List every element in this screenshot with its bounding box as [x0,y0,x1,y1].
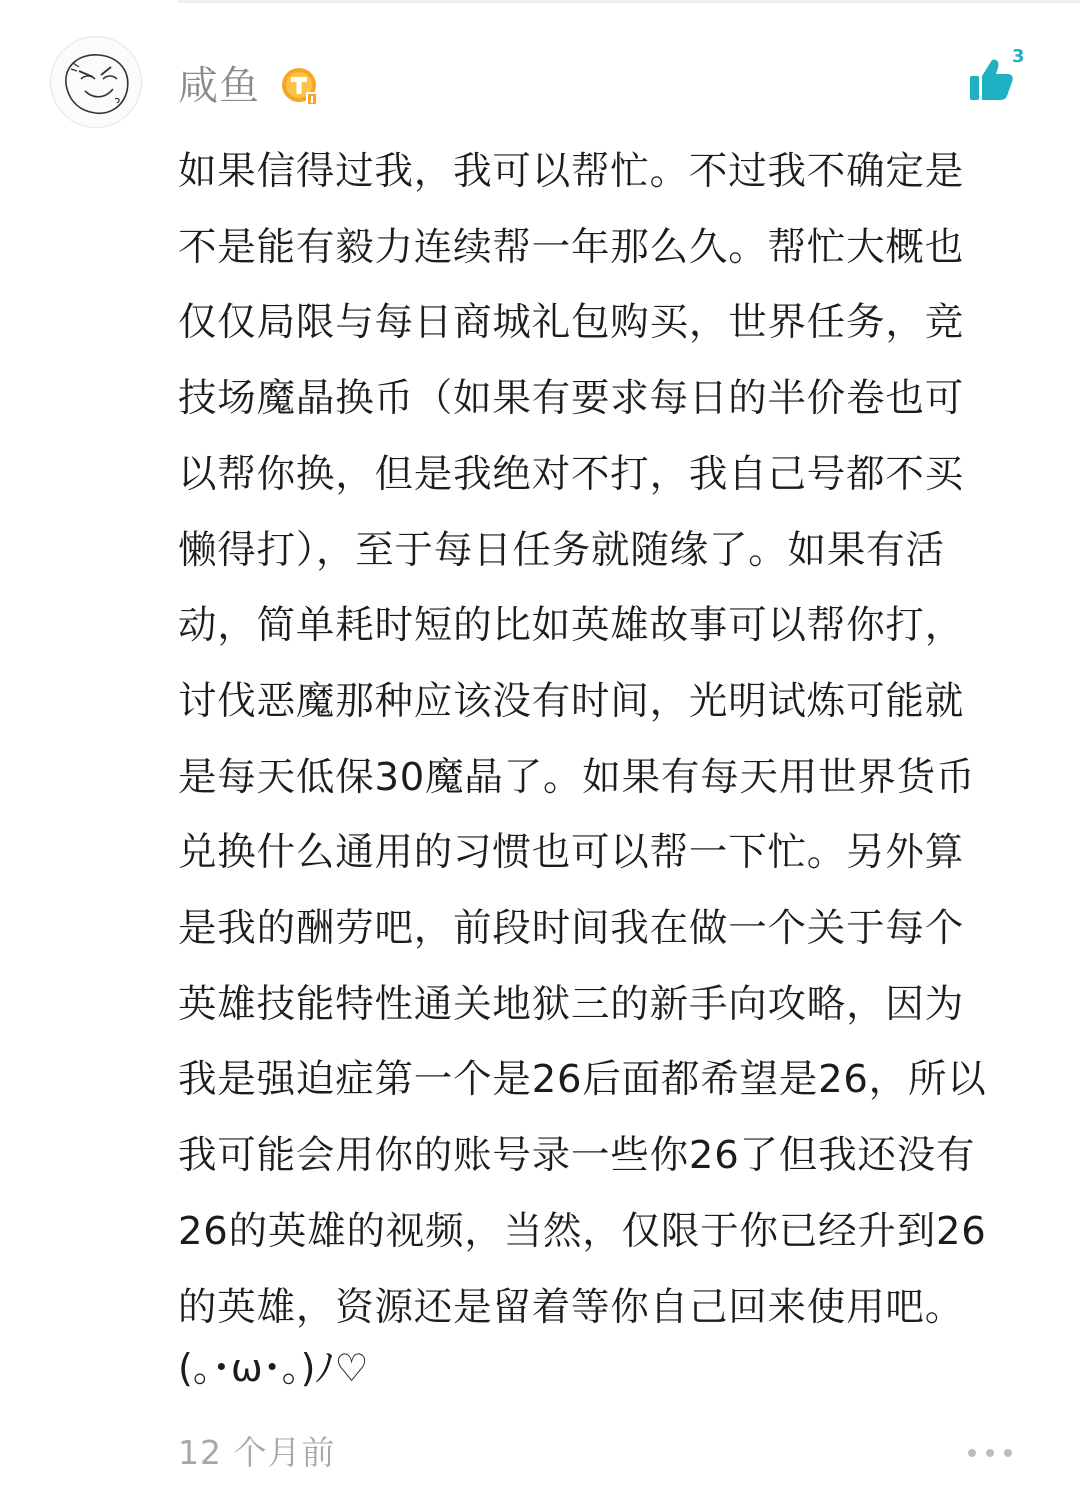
smiley-face-icon [51,37,142,128]
comment-kaomoji: (｡･ω･｡)ﾉ♡ [178,1346,369,1390]
divider [178,0,1080,3]
thumbs-up-icon [966,56,1014,104]
level-badge-icon [280,66,322,108]
like-button[interactable] [962,44,1042,110]
like-count: 3 [1012,46,1025,67]
more-dots-icon [986,1449,994,1457]
more-dots-icon [1004,1449,1012,1457]
comment-timestamp: 12 个月前 [178,1433,336,1472]
username[interactable]: 咸鱼 [178,63,260,109]
more-options-button[interactable] [968,1438,1012,1468]
user-avatar[interactable] [50,36,142,128]
more-dots-icon [968,1449,976,1457]
comment-text: 如果信得过我，我可以帮忙。不过我不确定是 不是能有毅力连续帮一年那么久。帮忙大概也 仅仅局限与每日商城礼包购买，世界任务，竞 技场魔晶换币（如果有要求每日的半价卷也可 以帮你换，但是我绝对不打，我自己号都不买 懒得打），至于每日任务就随缘了。如果有活 动，简单耗时短的比如英雄故事可以帮你打， 讨伐恶魔那种应该没有时间，光明试炼可能就 是每天低保30魔晶了。如果有每天用世界货币 兑换什么通用的习惯也可以帮一下忙。另外算 是我的酬劳吧，前段时间我在做一个关于每个 英雄技能特性通关地狱三的新手向攻略，因为 我是强迫症第一个是26后面都希望是26，所以 我可能会用你的账号录一些你26了但我还没有 26的英雄的视频，当然，仅限于你已经升到26 的英雄，资源还是留着等你自己回来使用吧。 [178,149,987,1330]
